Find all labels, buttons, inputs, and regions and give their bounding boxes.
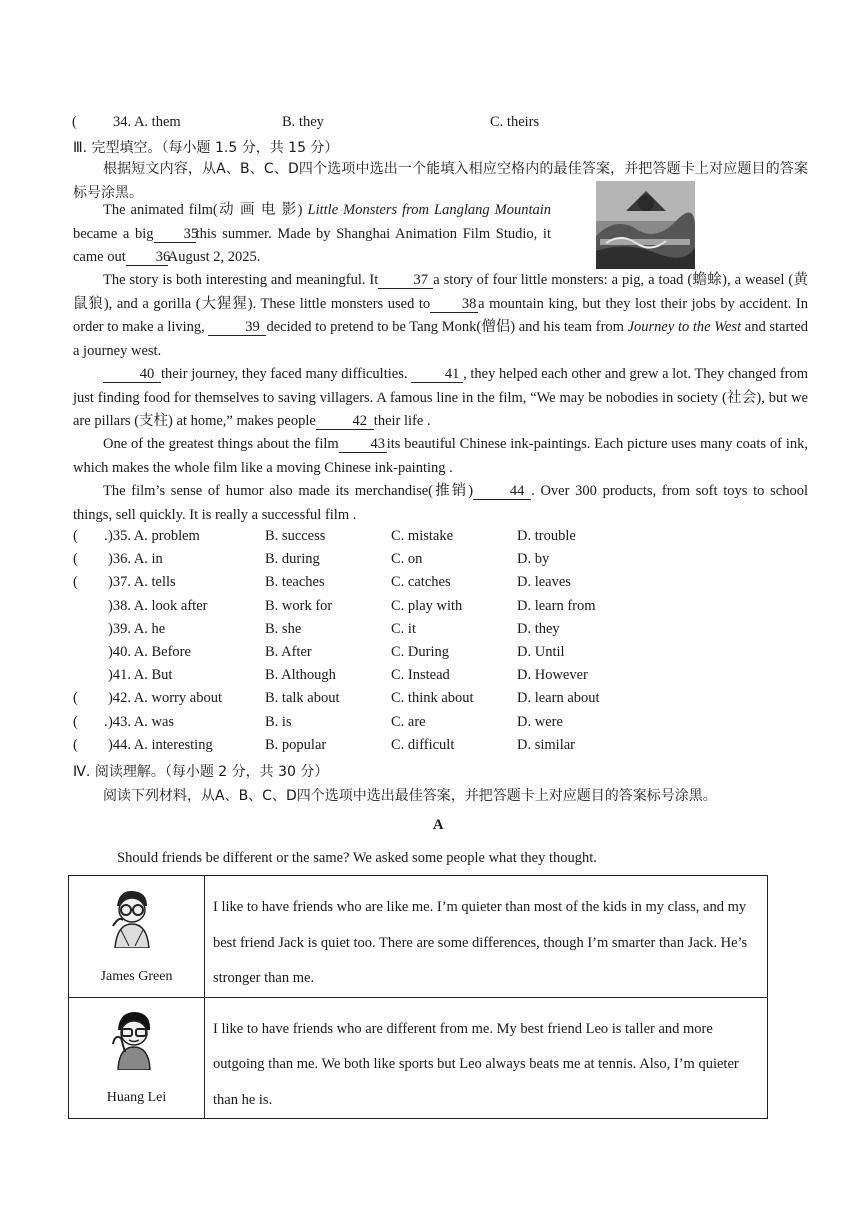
- section4-title: Ⅳ. 阅读理解。（每小题 2 分，共 30 分）: [73, 764, 329, 780]
- passage-paragraph-4: [73, 433, 808, 480]
- option-d: D. learn from: [517, 598, 596, 614]
- blank-35: 35: [154, 226, 196, 243]
- blank-39: 39: [208, 319, 266, 336]
- boy-with-glasses-icon: [107, 886, 157, 948]
- option-a: )41. A. But: [108, 667, 173, 683]
- p3-text-b: , they helped each other and grew a lot. They changed from just finding food for themselves to saving villagers. A famous line in the film, “We may be nobodies in society (社会), but we are pillars (支柱) at home,” makes people: [73, 366, 808, 429]
- option-b: B. Although: [265, 667, 336, 683]
- film-poster-image: [596, 181, 695, 269]
- option-b: B. After: [265, 644, 312, 660]
- blank-43: 43: [339, 436, 387, 453]
- p4-text-a: One of the greatest things about the film: [103, 436, 339, 452]
- option-a: )44. A. interesting: [108, 737, 213, 753]
- option-mark: .: [104, 714, 108, 730]
- p2-text-d: decided to pretend to be Tang Monk(僧侣) and his team from: [266, 319, 624, 335]
- option-paren: (: [73, 528, 78, 544]
- p3-text-c: their life .: [373, 413, 431, 429]
- option-a: )42. A. worry about: [108, 690, 222, 706]
- table-row: [69, 876, 768, 998]
- person-cell: [69, 997, 205, 1119]
- option-b: B. she: [265, 621, 302, 637]
- option-d: D. However: [517, 667, 588, 683]
- person-name: Huang Lei: [106, 1090, 167, 1105]
- person-statement: I like to have friends who are like me. I’m quieter than most of the kids in my class, and my best friend Jack is quiet too. There are some differences, though I’m smarter than Jack. He’s stronger than me.: [205, 876, 768, 998]
- option-b: B. during: [265, 551, 320, 567]
- blank-38: 38: [430, 296, 478, 313]
- blank-42: 42: [316, 413, 374, 430]
- option-d: D. were: [517, 714, 563, 730]
- p5-text-a: The film’s sense of humor also made its merchandise(推销): [103, 483, 474, 499]
- option-paren: (: [73, 551, 78, 567]
- option-c: C. difficult: [391, 737, 455, 753]
- option-c: C. on: [391, 551, 423, 567]
- section4-instruction: 阅读下列材料，从A、B、C、D四个选项中选出最佳答案，并把答题卡上对应题目的答案标号涂黑。: [103, 788, 717, 804]
- option-c: C. During: [391, 644, 449, 660]
- option-a: )35. A. problem: [108, 528, 200, 544]
- blank-40: 40: [103, 366, 161, 383]
- person-name: James Green: [100, 968, 173, 984]
- option-c: C. it: [391, 621, 416, 637]
- option-d: D. Until: [517, 644, 565, 660]
- p1-film-title: Little Monsters from Langlang Mountain: [307, 202, 552, 218]
- option-a: )40. A. Before: [108, 644, 191, 660]
- option-c: C. are: [391, 714, 426, 730]
- blank-36: 36: [126, 249, 168, 266]
- option-paren: (: [73, 737, 78, 753]
- part-a-label: A: [433, 817, 444, 833]
- p1-text-d: August 2, 2025.: [167, 249, 261, 265]
- option-c: C. catches: [391, 574, 451, 590]
- p3-text-a: their journey, they faced many difficulties.: [161, 366, 408, 382]
- option-a: )43. A. was: [108, 714, 175, 730]
- q34-option-b: B. they: [282, 114, 324, 130]
- option-b: B. success: [265, 528, 326, 544]
- blank-41: 41: [411, 366, 463, 383]
- option-c: C. Instead: [391, 667, 450, 683]
- p2-book-title: Journey to the West: [627, 319, 742, 335]
- option-b: B. work for: [265, 598, 333, 614]
- option-d: D. leaves: [517, 574, 571, 590]
- option-paren: (: [73, 690, 78, 706]
- person-statement: I like to have friends who are different from me. My best friend Leo is taller and more outgoing than me. We both like sports but Leo always beats me at tennis. Also, I’m quieter than he is.: [205, 997, 768, 1119]
- passage-paragraph-5: [73, 480, 808, 527]
- option-b: B. popular: [265, 737, 327, 753]
- option-paren: (: [73, 574, 78, 590]
- p5-text-b: . Over 300 products, from soft toys to school things, sell quickly. It is really a successful film .: [73, 483, 808, 523]
- blank-37: 37: [378, 272, 433, 289]
- passage-paragraph-3: [73, 363, 808, 434]
- p2-text-e: and started a journey west.: [73, 319, 809, 359]
- option-d: D. by: [517, 551, 550, 567]
- option-d: D. similar: [517, 737, 575, 753]
- option-mark: .: [104, 528, 108, 544]
- p2-text-a: The story is both interesting and meaningful. It: [103, 272, 379, 288]
- p2-text-b: a story of four little monsters: a pig, a toad (蟾蜍), a weasel (黄鼠狼), and a gorilla (大猩猩). These little monsters used to: [73, 272, 808, 312]
- p1-text-c: this summer. Made by Shanghai Animation Film Studio, it came out: [73, 225, 551, 265]
- q34-option-a: 34. A. them: [113, 114, 181, 130]
- section3-instruction: 根据短文内容，从A、B、C、D四个选项中选出一个能填入相应空格内的最佳答案，并把答题卡上对应题目的答案标号涂黑。: [73, 161, 808, 201]
- q34-option-c: C. theirs: [490, 114, 540, 130]
- option-a: )37. A. tells: [108, 574, 176, 590]
- passage-paragraph-1: [73, 199, 551, 270]
- passage-paragraph-2: [73, 269, 808, 363]
- option-b: B. teaches: [265, 574, 325, 590]
- boy-waving-icon: [109, 1008, 159, 1070]
- q34-paren: (: [72, 114, 77, 130]
- person-cell: [69, 876, 205, 998]
- film-poster-art: [596, 181, 695, 269]
- option-a: )38. A. look after: [108, 598, 208, 614]
- option-b: B. talk about: [265, 690, 340, 706]
- option-d: D. learn about: [517, 690, 600, 706]
- table-row: [69, 997, 768, 1119]
- option-a: )36. A. in: [108, 551, 163, 567]
- blank-44: 44: [473, 483, 531, 500]
- p1-text-a: The animated film(动 画 电 影): [103, 202, 303, 218]
- option-c: C. think about: [391, 690, 474, 706]
- opinions-table: [68, 875, 768, 1119]
- option-c: C. mistake: [391, 528, 454, 544]
- p1-text-b: became a big: [73, 225, 154, 242]
- option-d: D. trouble: [517, 528, 576, 544]
- option-c: C. play with: [391, 598, 463, 614]
- p4-text-b: its beautiful Chinese ink-paintings. Each picture uses many coats of ink, which makes the whole film like a moving Chinese ink-painting .: [73, 436, 808, 476]
- reading-intro: Should friends be different or the same? We asked some people what they thought.: [117, 850, 597, 866]
- p2-text-c: a mountain king, but they lost their jobs by accident. In order to make a living,: [73, 295, 808, 335]
- option-paren: (: [73, 714, 78, 730]
- option-b: B. is: [265, 714, 292, 730]
- section3-title: Ⅲ. 完型填空。（每小题 1.5 分，共 15 分）: [73, 140, 339, 156]
- option-a: )39. A. he: [108, 621, 166, 637]
- option-d: D. they: [517, 621, 560, 637]
